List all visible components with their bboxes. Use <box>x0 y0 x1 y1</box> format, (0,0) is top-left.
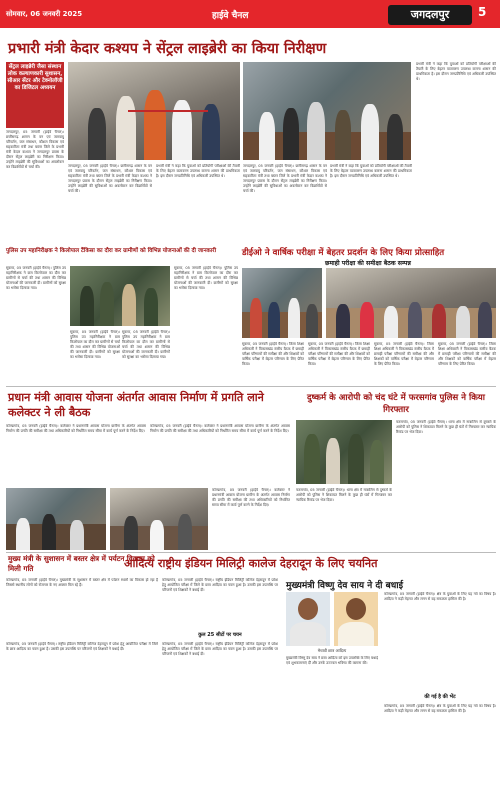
story1-side-box-text: सेंट्रल लाइब्रेरी जैसा संस्थान लोक कल्याणकारी सुशासन, सीआर सेंटर और टेक्नोलॉजी का डिजिटल अध्ययन <box>7 64 63 91</box>
story2-photo <box>70 266 170 326</box>
story8-side-text: कोण्डागांव, 05 जनवरी (हाईवे चैनल)। क्षेत्र के युवाओं के लिए यह गर्व का विषय है। आदित्य ने कड़ी मेहनत और लगन से यह सफलता हासिल की है। <box>384 592 496 601</box>
story3-text: सुकमा, 05 जनवरी (हाईवे चैनल)। जिला शिक्षा अधिकारी ने विकासखंड स्तरीय बैठक में छमाही परीक्षा परिणामों की समीक्षा की और शिक्षकों को वार्षिक परीक्षा में बेहतर परिणाम के लिए प्रेरित किया। <box>242 342 304 366</box>
story5-text: फरसगांव, 05 जनवरी (हाईवे चैनल)। थाना क्षेत्र में नाबालिग से दुष्कर्म के आरोपी को पुलिस ने शिकायत मिलने के कुछ ही घंटों में गिरफ्तार कर न्यायिक रिमांड पर भेज दिया। <box>396 420 496 434</box>
story8-side-subhead <box>384 694 496 700</box>
story1-continuation-3: जगदलपुर, 05 जनवरी (हाईवे चैनल)। छत्तीसगढ़ शासन के वन एवं जलवायु परिवर्तन, जल संसाधन, कौशल विकास एवं सहकारिता मंत्री तथा बस्तर जिले के प्रभारी मंत्री केदार कश्यप ने जगदलपुर प्रवास के दौरान सेंट्रल लाइब्रेरी का निरीक्षण किया। उन्होंने लाइब्रेरी की सुविधाओं का अवलोकन कर विद्यार्थियों से चर्चा की। <box>243 164 327 193</box>
story4-photo-1 <box>6 488 106 550</box>
story7-subhead <box>162 632 278 638</box>
story8-text: मुख्यमंत्री विष्णु देव साय ने छात्र आदित्य को इस उपलब्धि के लिए बधाई एवं शुभकामनाएं दीं और उनके उज्ज्वल भविष्य की कामना की। <box>286 656 378 665</box>
story3-subhead-text: छमाही परीक्षा की समीक्षा बैठक सम्पन्न <box>325 260 411 267</box>
story1-continuation-2: प्रभारी मंत्री ने कहा कि युवाओं को प्रतियोगी परीक्षाओं की तैयारी के लिए बेहतर वातावरण उपलब्ध कराना शासन की प्राथमिकता है। इस दौरान जनप्रतिनिधि एवं अधिकारी उपस्थित थे। <box>156 164 240 178</box>
story3-headline: डीईओ ने वार्षिक परीक्षा में बेहतर प्रदर्शन के लिए किया प्रोत्साहित <box>242 248 445 258</box>
story7-subhead-text: कुल 25 सीटों पर चयन <box>198 632 242 638</box>
student-portrait <box>286 592 330 646</box>
story1-continuation-4: प्रभारी मंत्री ने कहा कि युवाओं को प्रतियोगी परीक्षाओं की तैयारी के लिए बेहतर वातावरण उपलब्ध कराना शासन की प्राथमिकता है। इस दौरान जनप्रतिनिधि एवं अधिकारी उपस्थित थे। <box>330 164 412 178</box>
story3-photo-1 <box>242 268 322 338</box>
story3-subhead <box>288 258 448 267</box>
story2-headline: पुलिस उप महानिरीक्षक ने किलोपाल टैंकिसा का दौरा कर ग्रामीणों को विभिन्न योजनाओं की दी जानकारी <box>6 248 217 254</box>
story5-text-col2: फरसगांव, 05 जनवरी (हाईवे चैनल)। थाना क्षेत्र में नाबालिग से दुष्कर्म के आरोपी को पुलिस ने शिकायत मिलने के कुछ ही घंटों में गिरफ्तार कर न्यायिक रिमांड पर भेज दिया। <box>296 488 392 502</box>
story2-text-col2: सुकमा, 05 जनवरी (हाईवे चैनल)। पुलिस उप महानिरीक्षक ने ग्राम किलोपाल का दौरा कर ग्रामीणों से चर्चा की तथा शासन की विभिन्न योजनाओं की जानकारी दी। ग्रामीणों को सुरक्षा का भरोसा दिलाया गया। <box>70 330 120 359</box>
story3-text-col3: सुकमा, 05 जनवरी (हाईवे चैनल)। जिला शिक्षा अधिकारी ने विकासखंड स्तरीय बैठक में छमाही परीक्षा परिणामों की समीक्षा की और शिक्षकों को वार्षिक परीक्षा में बेहतर परिणाम के लिए प्रेरित किया। <box>374 342 434 366</box>
story3-photo-2 <box>326 268 496 338</box>
paper-name: हाईवे चैनल <box>212 11 249 21</box>
story5-headline: दुष्कर्म के आरोपी को चंद घंटे में फरसगांव पुलिस ने किया गिरफ्तार <box>306 393 486 415</box>
story6-text: कोण्डागांव, 05 जनवरी (हाईवे चैनल)। मुख्यमंत्री के सुशासन में बस्तर क्षेत्र में पर्यटन स्थलों का विकास हो रहा है जिससे स्थानीय लोगों को रोजगार के नए अवसर मिल रहे हैं। <box>6 578 158 587</box>
story8-side-text-2: कोण्डागांव, 05 जनवरी (हाईवे चैनल)। क्षेत्र के युवाओं के लिए यह गर्व का विषय है। आदित्य ने कड़ी मेहनत और लगन से यह सफलता हासिल की है। <box>384 704 496 713</box>
divider-2 <box>6 552 496 553</box>
story1-headline: प्रभारी मंत्री केदार कश्यप ने सेंट्रल लाइब्रेरी का किया निरीक्षण <box>8 40 327 57</box>
story2-text: सुकमा, 05 जनवरी (हाईवे चैनल)। पुलिस उप महानिरीक्षक ने ग्राम किलोपाल का दौरा कर ग्रामीणों से चर्चा की तथा शासन की विभिन्न योजनाओं की जानकारी दी। ग्रामीणों को सुरक्षा का भरोसा दिलाया गया। <box>6 266 66 290</box>
edition-city: जगदलपुर <box>388 5 472 25</box>
story1-side-box <box>6 62 64 128</box>
masthead <box>0 0 500 28</box>
issue-date: सोमवार, 06 जनवरी 2025 <box>6 10 83 18</box>
story2-text-col3: सुकमा, 05 जनवरी (हाईवे चैनल)। पुलिस उप महानिरीक्षक ने ग्राम किलोपाल का दौरा कर ग्रामीणों से चर्चा की तथा शासन की विभिन्न योजनाओं की जानकारी दी। ग्रामीणों को सुरक्षा का भरोसा दिलाया गया। <box>122 330 170 359</box>
story5-photo <box>296 420 392 484</box>
story1-text2: प्रभारी मंत्री ने कहा कि युवाओं को प्रतियोगी परीक्षाओं की तैयारी के लिए बेहतर वातावरण उपलब्ध कराना शासन की प्राथमिकता है। इस दौरान जनप्रतिनिधि एवं अधिकारी उपस्थित थे। <box>416 62 496 81</box>
story1-second-photo <box>243 62 411 160</box>
story7-text-col2: कोण्डागांव, 05 जनवरी (हाईवे चैनल)। राष्ट्रीय इंडियन मिलिट्री कॉलेज देहरादून में प्रवेश हेतु आयोजित परीक्षा में जिले के छात्र आदित्य का चयन हुआ है। उसकी इस उपलब्धि पर परिजनों एवं शिक्षकों ने बधाई दी। <box>162 578 278 592</box>
story4-text-col2: कोण्डागांव, 05 जनवरी (हाईवे चैनल)। कलेक्टर ने प्रधानमंत्री आवास योजना ग्रामीण के अंतर्गत आवास निर्माण की प्रगति की समीक्षा की तथा अधिकारियों को निर्धारित समय सीमा में कार्य पूर्ण करने के निर्देश दिए। <box>150 424 290 433</box>
story7-text-col3: कोण्डागांव, 05 जनवरी (हाईवे चैनल)। राष्ट्रीय इंडियन मिलिट्री कॉलेज देहरादून में प्रवेश हेतु आयोजित परीक्षा में जिले के छात्र आदित्य का चयन हुआ है। उसकी इस उपलब्धि पर परिजनों एवं शिक्षकों ने बधाई दी। <box>162 642 278 656</box>
story7-headline: आदित्य राष्ट्रीय इंडियन मिलिट्री कालेज देहरादून के लिए चयनित <box>124 556 378 570</box>
chief-minister-portrait <box>334 592 378 646</box>
story8-caption <box>286 648 378 654</box>
story8-headline: मुख्यमंत्री विष्णु देव साय ने दी बधाई <box>286 581 404 591</box>
story1-text1: जगदलपुर, 05 जनवरी (हाईवे चैनल)। छत्तीसगढ़ शासन के वन एवं जलवायु परिवर्तन, जल संसाधन, कौशल विकास एवं सहकारिता मंत्री तथा बस्तर जिले के प्रभारी मंत्री केदार कश्यप ने जगदलपुर प्रवास के दौरान सेंट्रल लाइब्रेरी का निरीक्षण किया। उन्होंने लाइब्रेरी की सुविधाओं का अवलोकन कर विद्यार्थियों से चर्चा की। <box>6 130 64 169</box>
story3-text-col4: सुकमा, 05 जनवरी (हाईवे चैनल)। जिला शिक्षा अधिकारी ने विकासखंड स्तरीय बैठक में छमाही परीक्षा परिणामों की समीक्षा की और शिक्षकों को वार्षिक परीक्षा में बेहतर परिणाम के लिए प्रेरित किया। <box>438 342 496 366</box>
story8-caption-text: मेधावी छात्र आदित्य <box>317 648 347 653</box>
page-number: 5 <box>478 5 487 19</box>
divider-1 <box>6 386 496 387</box>
story4-text: कोण्डागांव, 05 जनवरी (हाईवे चैनल)। कलेक्टर ने प्रधानमंत्री आवास योजना ग्रामीण के अंतर्गत आवास निर्माण की प्रगति की समीक्षा की तथा अधिकारियों को निर्धारित समय सीमा में कार्य पूर्ण करने के निर्देश दिए। <box>6 424 146 433</box>
story2-text-col4: सुकमा, 05 जनवरी (हाईवे चैनल)। पुलिस उप महानिरीक्षक ने ग्राम किलोपाल का दौरा कर ग्रामीणों से चर्चा की तथा शासन की विभिन्न योजनाओं की जानकारी दी। ग्रामीणों को सुरक्षा का भरोसा दिलाया गया। <box>174 266 238 290</box>
story6-headline: मुख्य मंत्री के सुशासन में बस्तर क्षेत्र में पर्यटन विकास को मिली गति <box>8 554 155 573</box>
story4-text-col3: कोण्डागांव, 05 जनवरी (हाईवे चैनल)। कलेक्टर ने प्रधानमंत्री आवास योजना ग्रामीण के अंतर्गत आवास निर्माण की प्रगति की समीक्षा की तथा अधिकारियों को निर्धारित समय सीमा में कार्य पूर्ण करने के निर्देश दिए। <box>212 488 290 507</box>
story1-main-photo <box>68 62 240 160</box>
story8-side-subhead-text: की गई है की भेंट <box>424 694 456 700</box>
story4-headline: प्रधान मंत्री आवास योजना अंतर्गत आवास निर्माण में प्रगति लाने कलेक्टर ने ली बैठक <box>8 390 264 419</box>
story3-text-col2: सुकमा, 05 जनवरी (हाईवे चैनल)। जिला शिक्षा अधिकारी ने विकासखंड स्तरीय बैठक में छमाही परीक्षा परिणामों की समीक्षा की और शिक्षकों को वार्षिक परीक्षा में बेहतर परिणाम के लिए प्रेरित किया। <box>308 342 370 366</box>
story7-text: कोण्डागांव, 05 जनवरी (हाईवे चैनल)। राष्ट्रीय इंडियन मिलिट्री कॉलेज देहरादून में प्रवेश हेतु आयोजित परीक्षा में जिले के छात्र आदित्य का चयन हुआ है। उसकी इस उपलब्धि पर परिजनों एवं शिक्षकों ने बधाई दी। <box>6 642 158 651</box>
story1-continuation: जगदलपुर, 05 जनवरी (हाईवे चैनल)। छत्तीसगढ़ शासन के वन एवं जलवायु परिवर्तन, जल संसाधन, कौशल विकास एवं सहकारिता मंत्री तथा बस्तर जिले के प्रभारी मंत्री केदार कश्यप ने जगदलपुर प्रवास के दौरान सेंट्रल लाइब्रेरी का निरीक्षण किया। उन्होंने लाइब्रेरी की सुविधाओं का अवलोकन कर विद्यार्थियों से चर्चा की। <box>68 164 152 193</box>
story4-photo-2 <box>110 488 208 550</box>
